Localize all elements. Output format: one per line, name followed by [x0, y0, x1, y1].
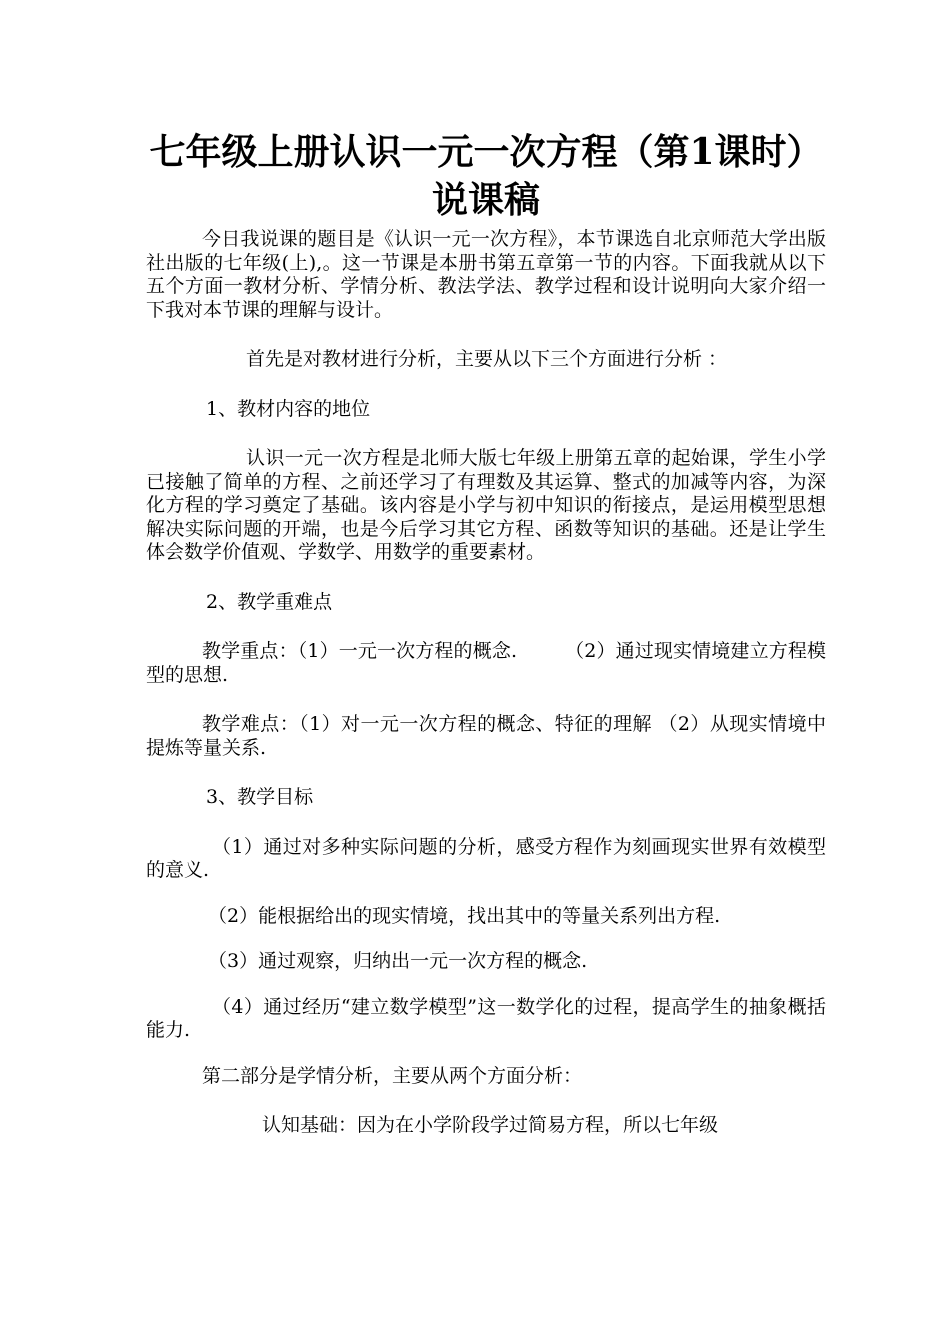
objective-4: （4）通过经历“建立数学模型”这一数学化的过程，提高学生的抽象概括能力. — [146, 995, 826, 1041]
difficult-points-paragraph: 教学难点：（1）对一元一次方程的概念、特征的理解 （2）从现实情境中提炼等量关系. — [146, 713, 826, 759]
document-page — [146, 128, 826, 1138]
objective-3: （3）通过观察，归纳出一元一次方程的概念. — [208, 950, 588, 972]
objective-2: （2）能根据给出的现实情境，找出其中的等量关系列出方程. — [208, 904, 721, 927]
key-points-paragraph: 教学重点：（1）一元一次方程的概念. （2）通过现实情境建立方程模型的思想. — [146, 640, 826, 686]
document-title: 七年级上册认识一元一次方程（第1课时）说课稿 — [149, 131, 823, 221]
textbook-analysis-intro: 首先是对教材进行分析，主要从以下三个方面进行分析 ： — [246, 348, 728, 370]
student-analysis-intro: 第二部分是学情分析，主要从两个方面分析： — [202, 1064, 583, 1087]
section-heading-position: 1、教材内容的地位 — [206, 397, 371, 420]
cognitive-basis-paragraph: 认知基础：因为在小学阶段学过简易方程，所以七年级 — [262, 1114, 719, 1136]
content-position-paragraph: 认识一元一次方程是北师大版七年级上册第五章的起始课，学生小学已接触了简单的方程、之前还学习了有理数及其运算、整式的加减等内容，为深化方程的学习奠定了基础。该内容是小学与初中知识的衔接点，是运用模型思想解决实际问题的开端，也是今后学习其它方程、函数等知识的基础。还是让学生体会数学价值观、学数学、用数学的重要素材。 — [146, 447, 826, 563]
section-heading-objectives: 3、教学目标 — [206, 786, 314, 808]
intro-paragraph: 今日我说课的题目是《认识一元一次方程》，本节课选自北京师范大学出版社出版的七年级(上),。这一节课是本册书第五章第一节的内容。下面我就从以下五个方面一教材分析、学情分析、教法学法、教学过程和设计说明向大家介绍一下我对本节课的理解与设计。 — [146, 228, 826, 321]
objective-1: （1）通过对多种实际问题的分析，感受方程作为刻画现实世界有效模型的意义. — [146, 835, 826, 881]
section-heading-key-points: 2、教学重难点 — [206, 590, 333, 613]
